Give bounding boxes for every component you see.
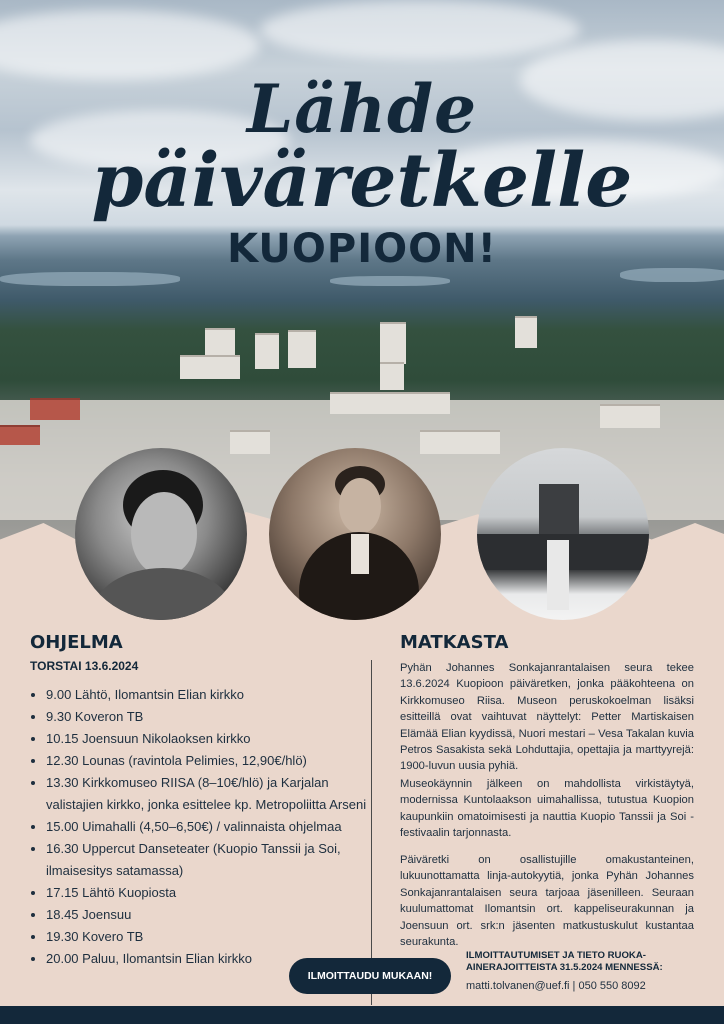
building bbox=[380, 362, 404, 390]
face bbox=[339, 478, 381, 534]
title-line-3: KUOPIOON! bbox=[227, 226, 497, 272]
lake bbox=[330, 276, 450, 286]
program-item: • 13.30 Kirkkomuseo RIISA (8–10€/hlö) ja Karjalan valistajien kirkko, jonka esittelee kp. Metropoliitta Arseni bbox=[46, 772, 376, 816]
banner bbox=[539, 484, 579, 534]
cloud bbox=[260, 0, 580, 60]
title-line-1: Lähde bbox=[246, 70, 478, 148]
priest-figure bbox=[547, 540, 569, 610]
building bbox=[180, 355, 240, 379]
program-item: • 18.45 Joensuu bbox=[46, 904, 376, 926]
trip-paragraph-3: Päiväretki on osallistujille omakustanteinen, lukuunottamatta linja-autokyytiä, jonka Pyhän Johannes Sonkajanrantalaisen seura tarjoaa jäsenilleen. Seuraan kuulumattomat Ilomantsin ort. kappeliseurakunnan ja Joensuun ort. srk:n jäsenten matkustuskulut kustantaa seurakunta. bbox=[400, 854, 694, 949]
program-item: • 15.00 Uimahalli (4,50–6,50€) / valinnaista ohjelmaa bbox=[46, 816, 376, 838]
trip-heading: MATKASTA bbox=[400, 632, 509, 653]
program-item: • 16.30 Uppercut Danseteater (Kuopio Tanssii ja Soi, ilmaisesitys satamassa) bbox=[46, 838, 376, 882]
program-item: • 12.30 Lounas (ravintola Pelimies, 12,90€/hlö) bbox=[46, 750, 376, 772]
program-date: TORSTAI 13.6.2024 bbox=[30, 659, 139, 673]
program-item: • 9.30 Koveron TB bbox=[46, 706, 376, 728]
shirt bbox=[93, 568, 233, 620]
trip-paragraph-1: Pyhän Johannes Sonkajanrantalaisen seura tekee 13.6.2024 Kuopioon päiväretken, jonka pääkohteena on Kirkkomuseo Riisa. Museon peruskokoelman lisäksi esitteillä ovat vaihtuvat näyttelyt: Petter Martiskaisen Elämää Elian kyydissä, Nuori mestari – Vesa Takalan kuvia Petros Sasakista sekä Lohduttajia, opettajia ja marttyyrejä: 1900-luvun uusia pyhiä. bbox=[400, 662, 694, 773]
building bbox=[330, 392, 450, 414]
lake bbox=[0, 272, 180, 286]
building bbox=[255, 333, 279, 369]
program-item: • 20.00 Paluu, Ilomantsin Elian kirkko bbox=[46, 948, 376, 970]
shirt-collar bbox=[351, 534, 369, 574]
building bbox=[515, 316, 537, 348]
program-item: • 9.00 Lähtö, Ilomantsin Elian kirkko bbox=[46, 684, 376, 706]
portrait-photo-man-glasses bbox=[75, 448, 247, 620]
portrait-photo-man-suit bbox=[269, 448, 441, 620]
program-item: • 10.15 Joensuun Nikolaoksen kirkko bbox=[46, 728, 376, 750]
program-heading: OHJELMA bbox=[30, 632, 123, 653]
building bbox=[288, 330, 316, 368]
registration-deadline: ILMOITTAUTUMISET JA TIETO RUOKA-AINERAJOITTEISTA 31.5.2024 MENNESSÄ: bbox=[466, 950, 663, 973]
building-red-roof bbox=[0, 425, 40, 445]
building bbox=[600, 404, 660, 428]
contact-info: matti.tolvanen@uef.fi | 050 550 8092 bbox=[466, 980, 646, 992]
trip-paragraph-2: Museokäynnin jälkeen on mahdollista virkistäytyä, modernissa Kuntolaakson uimahallissa, tutustua Kuopion kaupunkiin omatoimisesti ja nauttia Kuopio Tanssii ja Soi -festivaalin tarjonnasta. bbox=[400, 778, 694, 840]
procession-photo bbox=[477, 448, 649, 620]
column-divider bbox=[371, 660, 372, 1005]
footer-bar bbox=[0, 1006, 724, 1024]
program-item: • 19.30 Kovero TB bbox=[46, 926, 376, 948]
building-red-roof bbox=[30, 398, 80, 420]
title-line-2: päiväretkelle bbox=[91, 138, 633, 224]
building bbox=[380, 322, 406, 364]
program-list bbox=[30, 684, 376, 970]
building bbox=[420, 430, 500, 454]
building bbox=[230, 430, 270, 454]
face bbox=[131, 492, 197, 576]
program-item: • 17.15 Lähtö Kuopiosta bbox=[46, 882, 376, 904]
register-button[interactable]: ILMOITTAUDU MUKAAN! bbox=[289, 958, 451, 994]
